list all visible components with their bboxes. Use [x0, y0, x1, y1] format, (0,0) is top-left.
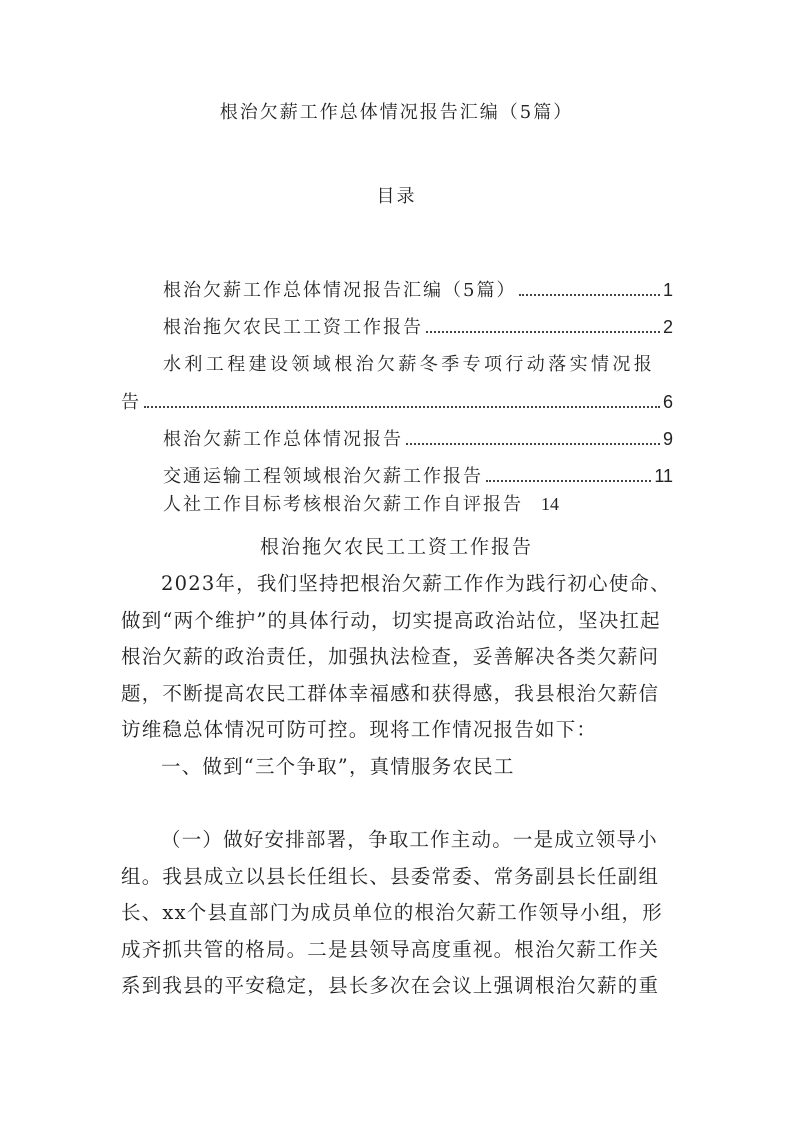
paragraph-line: 长、xx个县直部门为成员单位的根治欠薪工作领导小组，形: [121, 901, 663, 925]
heading-line: 一、做到“三个争取”，真情服务农民工: [161, 755, 515, 778]
paragraph-line: 题，不断提高农民工群体幸福感和获得感，我县根治欠薪信: [121, 681, 660, 705]
toc-entry-title: 根治欠薪工作总体情况报告: [163, 429, 403, 450]
paragraph-line: （一）做好安排部署，争取工作主动。一是成立领导小: [161, 828, 658, 851]
toc-entry-title: 交通运输工程领域根治欠薪工作报告: [163, 466, 483, 487]
toc-heading: 目录: [376, 186, 417, 207]
section-heading: [121, 749, 676, 786]
toc-entry-page: 11: [654, 466, 673, 486]
toc-leader-dots: [406, 442, 660, 445]
toc-entry-page: 2: [662, 317, 673, 337]
paragraph-line: 访维稳总体情况可防可控。现将工作情况报告如下：: [121, 718, 598, 742]
toc-entry[interactable]: [163, 462, 673, 492]
toc-entry-page: 6: [662, 392, 673, 412]
body-paragraph: [121, 566, 676, 749]
toc-entry-page: 14: [541, 494, 559, 514]
toc-entry-title-line1[interactable]: 水利工程建设领域根治欠薪冬季专项行动落实情况报: [163, 354, 656, 375]
toc-leader-dots: [144, 405, 660, 408]
document-title: 根治欠薪工作总体情况报告汇编（5篇）: [219, 102, 574, 123]
toc-entry-title-line2: 告: [121, 392, 141, 413]
toc-entry-page: 9: [662, 429, 673, 449]
toc-leader-dots: [486, 479, 651, 482]
toc-entry[interactable]: [163, 425, 673, 455]
toc-leader-dots: [426, 330, 660, 333]
toc-entry-page: 1: [662, 280, 673, 300]
body-paragraph: [121, 822, 676, 1005]
toc-entry[interactable]: [163, 276, 673, 306]
paragraph-line: 做到“两个维护”的具体行动，切实提高政治站位，坚决扛起: [121, 608, 661, 632]
toc-entry-title: 人社工作目标考核根治欠薪工作自评报告: [163, 494, 523, 515]
toc-leader-dots: [519, 293, 660, 296]
toc-entry[interactable]: [121, 388, 673, 418]
toc-entry[interactable]: [163, 313, 673, 343]
toc-entry[interactable]: [163, 490, 559, 516]
section-title: 根治拖欠农民工工资工作报告: [259, 536, 533, 558]
toc-entry-title: 根治拖欠农民工工资工作报告: [163, 317, 423, 338]
paragraph-line: 组。我县成立以县长任组长、县委常委、常务副县长任副组: [121, 864, 660, 888]
paragraph-line: 成齐抓共管的格局。二是县领导高度重视。根治欠薪工作关: [121, 937, 660, 961]
paragraph-line: 根治欠薪的政治责任，加强执法检查，妥善解决各类欠薪问: [121, 645, 660, 669]
paragraph-line: 2023年，我们坚持把根治欠薪工作作为践行初心使命、: [161, 572, 671, 595]
toc-entry-title: 根治欠薪工作总体情况报告汇编（5篇）: [163, 280, 517, 301]
paragraph-line: 系到我县的平安稳定，县长多次在会议上强调根治欠薪的重: [121, 974, 660, 998]
